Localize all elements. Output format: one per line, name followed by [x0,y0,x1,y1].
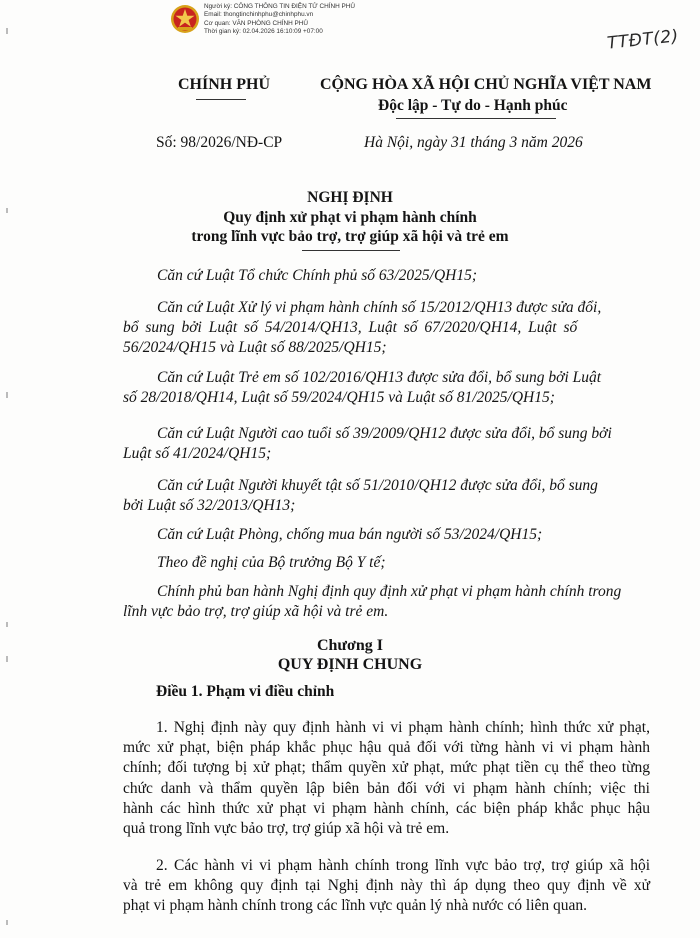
basis-item [123,266,649,286]
clause-line: 1. Nghị định này quy định hành vi vi phạm hành chính; hình thức xử phạt, [156,719,650,736]
clause-line: quả trong lĩnh vực bảo trợ, trợ giúp xã hội và trẻ em. [123,820,450,838]
signature-email: Email: thongtinchinhphu@chinhphu.vn [204,11,314,19]
nation-name: CỘNG HÒA XÃ HỘI CHỦ NGHĨA VIỆT NAM [320,76,652,93]
document-type: NGHỊ ĐỊNH [307,189,393,206]
basis-line: Căn cứ Luật Phòng, chống mua bán người số 53/2024/QH15; [157,526,543,543]
basis-line: bổ sung bởi Luật số 54/2014/QH13, Luật số 67/2020/QH14, Luật số [123,319,578,336]
basis-line: 56/2024/QH15 và Luật số 88/2025/QH15; [123,339,387,356]
issuer: CHÍNH PHỦ [178,76,270,93]
national-emblem-icon [170,4,200,34]
basis-line: Căn cứ Luật Người cao tuổi số 39/2009/QH12 được sửa đổi, bổ sung bởi [157,425,612,442]
basis-item [123,424,649,464]
basis-item [123,368,649,408]
digital-signature-info [204,3,355,37]
article-clause [123,856,650,917]
issue-date: Hà Nội, ngày 31 tháng 3 năm 2026 [364,134,583,151]
basis-line: Căn cứ Luật Tổ chức Chính phủ số 63/2025/QH15; [157,267,478,284]
basis-line: bởi Luật số 32/2013/QH13; [123,497,296,514]
clause-line: chức danh và thẩm quyền lập biên bản đối với vi phạm hành chính; việc thi [123,779,650,797]
signature-signer: Người ký: CÔNG THÔNG TIN ĐIỆN TỬ CHÍNH PHỦ [204,3,355,10]
clause-line: hành các hình thức xử phạt vi phạm hành chính, các biện pháp khắc phục hậu [123,799,650,817]
chapter-name: QUY ĐỊNH CHUNG [277,656,423,673]
clause-line: chính; đối tượng bị xử phạt; thẩm quyền xử phạt, mức phạt tiền cụ thể theo từng [123,759,650,777]
basis-item [123,476,649,516]
clause-line: 2. Các hành vi vi phạm hành chính trong lĩnh vực bảo trợ, trợ giúp xã hội [156,857,650,874]
signature-time: Thời gian ký: 02.04.2026 16:10:09 +07:00 [204,28,323,36]
basis-line: Căn cứ Luật Xử lý vi phạm hành chính số 15/2012/QH13 được sửa đổi, [157,299,602,316]
basis-line: số 28/2018/QH14, Luật số 59/2024/QH15 và Luật số 81/2025/QH15; [123,389,555,406]
basis-item [123,298,649,358]
motto: Độc lập - Tự do - Hạnh phúc [378,97,568,114]
basis-line: Theo đề nghị của Bộ trưởng Bộ Y tế; [157,554,386,571]
title-line-2: trong lĩnh vực bảo trợ, trợ giúp xã hội và trẻ em [191,228,509,245]
basis-item [123,553,649,573]
title-line-1: Quy định xử phạt vi phạm hành chính [223,209,477,226]
handwritten-note: TTĐT(2) [606,26,680,54]
basis-item [123,525,649,545]
basis-line: Căn cứ Luật Người khuyết tật số 51/2010/QH12 được sửa đổi, bổ sung [157,477,598,494]
clause-line: phạt vi phạm hành chính trong các lĩnh vực quản lý nhà nước có liên quan. [123,897,588,915]
clause-line: và trẻ em không quy định tại Nghị định này thì áp dụng theo quy định về xử [123,877,650,895]
clause-line: mức xử phạt, biện pháp khắc phục hậu quả đối với từng hành vi vi phạm hành [123,739,650,757]
issuer-underline [196,99,246,100]
basis-line: Luật số 41/2024/QH15; [123,445,272,462]
basis-item [123,582,649,622]
chapter-number: Chương I [316,637,384,654]
article-clause [123,718,650,839]
basis-line: Chính phủ ban hành Nghị định quy định xử phạt vi phạm hành chính trong [157,583,622,600]
basis-line: Căn cứ Luật Trẻ em số 102/2016/QH13 được sửa đổi, bổ sung bởi Luật [157,369,602,386]
document-number: Số: 98/2026/NĐ-CP [156,134,283,151]
basis-line: lĩnh vực bảo trợ, trợ giúp xã hội và trẻ em. [123,603,389,620]
motto-underline [396,118,556,119]
signature-agency: Cơ quan: VĂN PHÒNG CHÍNH PHỦ [204,19,308,27]
article-heading: Điều 1. Phạm vi điều chỉnh [156,683,335,700]
title-underline [302,250,400,251]
